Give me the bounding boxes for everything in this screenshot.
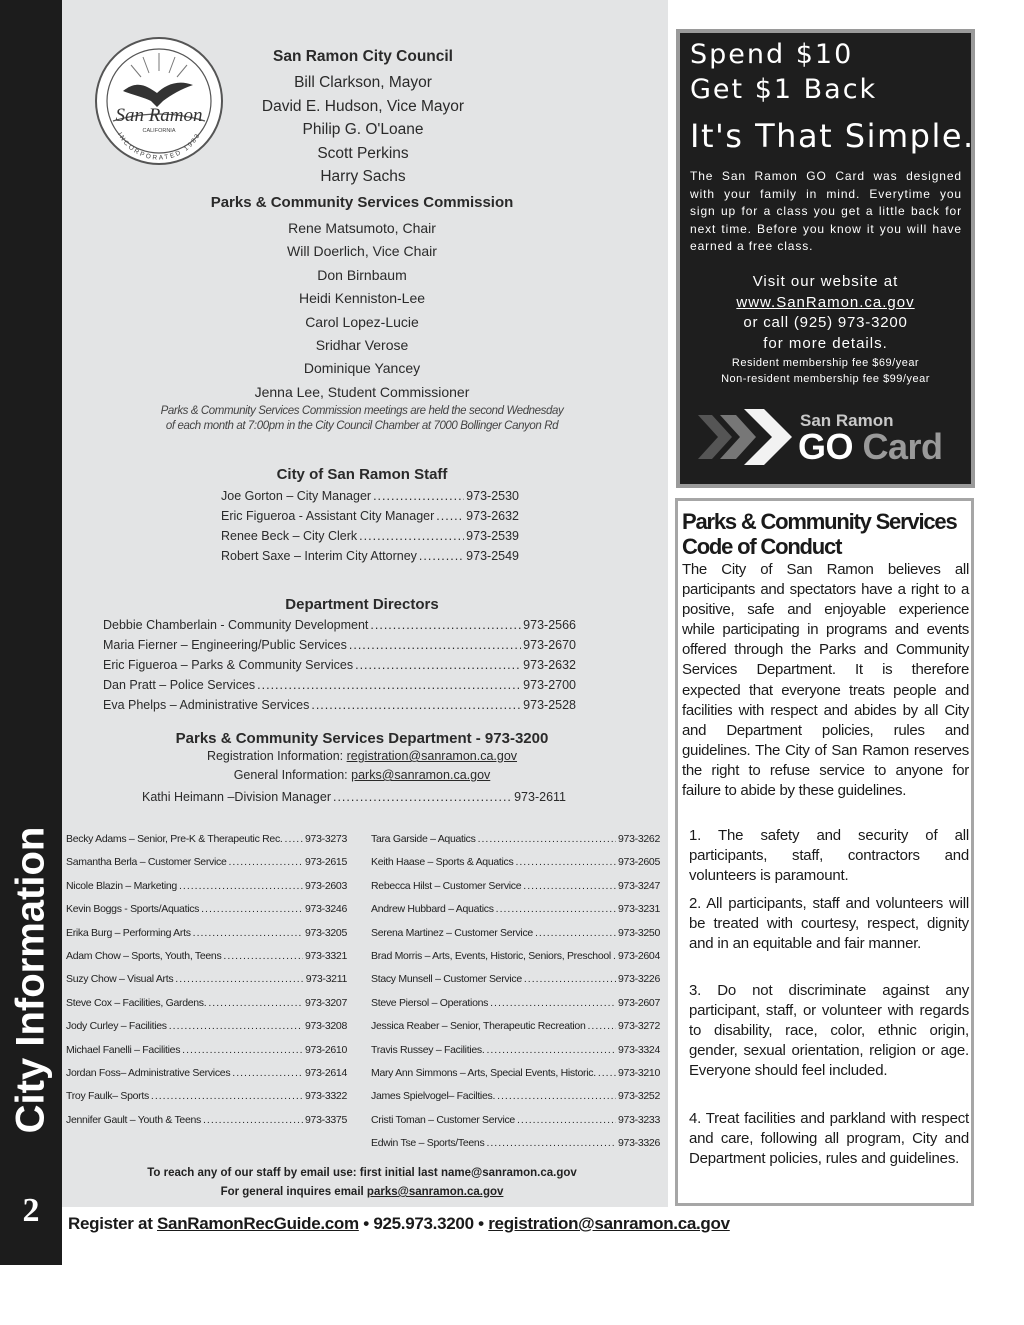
staff-row: [371, 950, 660, 962]
staff-row: [371, 927, 660, 939]
staff-name: Steve Cox – Facilities, Gardens.: [66, 996, 207, 1009]
staff-name: Jessica Reaber – Senior, Therapeutic Recreation: [371, 1020, 586, 1033]
registration-email-link[interactable]: registration@sanramon.ca.gov: [488, 1214, 730, 1233]
staff-name: Andrew Hubbard – Aquatics: [371, 903, 494, 916]
director-name: Eva Phelps – Administrative Services: [103, 698, 310, 712]
staff-phone: 973-2605: [618, 856, 660, 869]
svg-text:CALIFORNIA: CALIFORNIA: [142, 128, 176, 134]
council-member: Scott Perkins: [317, 144, 409, 162]
staff-row: [371, 856, 660, 868]
council-title: San Ramon City Council: [273, 48, 453, 65]
staff-phone: 973-2603: [305, 879, 347, 892]
staff-phone: 973-3375: [305, 1113, 347, 1126]
staff-row: [371, 1020, 660, 1032]
staff-row: [371, 1067, 660, 1079]
director-row: [103, 618, 576, 632]
staff-name: Robert Saxe – Interim City Attorney: [221, 549, 417, 563]
council-member: Bill Clarkson, Mayor: [294, 74, 432, 91]
commission-member: Rene Matsumoto, Chair: [288, 220, 436, 236]
staff-name: Joe Gorton – City Manager: [221, 489, 372, 503]
staff-row: [221, 509, 519, 523]
svg-text:San Ramon: San Ramon: [115, 105, 203, 126]
go-card-logo: [798, 426, 943, 468]
section-title-vertical: City Information: [8, 826, 53, 1134]
staff-phone: 973-3324: [618, 1043, 660, 1056]
staff-name: Travis Russey – Facilities.: [371, 1043, 485, 1056]
note-line: of each month at 7:00pm in the City Council Chamber at 7000 Bollinger Canyon Rd: [165, 420, 559, 432]
staff-row: [66, 1090, 347, 1102]
staff-phone: 973-3233: [618, 1113, 660, 1126]
leader-dots: [208, 997, 303, 1009]
staff-name: Steve Piersol – Operations: [371, 996, 489, 1009]
leader-dots: [223, 950, 303, 962]
leader-dots: [515, 856, 616, 868]
resident-fee: Resident membership fee $69/year: [731, 357, 920, 369]
leader-dots: [517, 1114, 616, 1126]
director-row: [103, 678, 576, 692]
logo-card: Card: [853, 426, 943, 467]
director-phone: 973-2566: [523, 618, 576, 632]
staff-phone: 973-3231: [618, 903, 660, 916]
commission-member: Will Doerlich, Vice Chair: [287, 243, 437, 260]
staff-phone: 973-3226: [618, 973, 660, 986]
staff-row: [371, 903, 660, 915]
commission-member: Heidi Kenniston-Lee: [298, 290, 426, 307]
staff-name: Nicole Blazin – Marketing: [66, 879, 177, 892]
nonresident-fee: Non-resident membership fee $99/year: [721, 373, 930, 385]
staff-row: [371, 833, 660, 845]
staff-row: [66, 927, 347, 939]
ad-headline: It's That Simple.: [690, 117, 975, 155]
director-row: [103, 638, 576, 652]
bullet-separator: •: [473, 1214, 489, 1233]
staff-phone: 973-2632: [466, 509, 519, 523]
staff-phone: 973-3210: [618, 1067, 660, 1079]
staff-row: [371, 1137, 660, 1149]
conduct-rule: 3. Do not discriminate against any participant, staff, or volunteer with regards to disability, race, color, ethnic origin, gender, sexual orientation, religion or age. Everyone should feel included.: [689, 982, 969, 1080]
staff-phone: 973-3246: [305, 903, 347, 916]
logo-go: GO: [798, 426, 854, 467]
staff-name: Kevin Boggs - Sports/Aquatics: [66, 903, 200, 916]
commission-title: Parks & Community Services Commission: [210, 194, 514, 211]
staff-name: Edwin Tse – Sports/Teens: [371, 1137, 485, 1150]
staff-name: Jody Curley – Facilities: [66, 1020, 167, 1033]
leader-dots: [193, 927, 303, 939]
staff-name: Cristi Toman – Customer Service: [371, 1113, 515, 1126]
leader-dots: [496, 903, 616, 915]
general-inquiry-note: [62, 1186, 662, 1198]
staff-row: [221, 489, 519, 503]
staff-row: [371, 997, 660, 1009]
staff-name: Jordan Foss– Administrative Services: [66, 1067, 231, 1079]
label: General Information:: [233, 768, 352, 782]
staff-phone: 973-2607: [618, 996, 660, 1009]
ad-phone: or call (925) 973-3200: [743, 314, 908, 331]
staff-phone: 973-3322: [305, 1090, 347, 1103]
leader-dots: [169, 1020, 303, 1032]
leader-dots: [490, 997, 616, 1009]
bullet-separator: •: [358, 1214, 374, 1233]
leader-dots: [523, 880, 616, 892]
leader-dots: [285, 833, 303, 845]
code-of-conduct-intro: The City of San Ramon believes all participants and spectators have a right to a positive, safe and enjoyable experience while participating in programs and events offered through the Parks and Community Services Department. It is therefore expected that everyone treats people and facilities with respect and abides by all City and Department policies, rules and guidelines. The City of San Ramon reserves the right to refuse service to anyone for failure to abide by these guidelines.: [682, 561, 969, 800]
commission-member: Carol Lopez-Lucie: [305, 313, 419, 330]
staff-name: Stacy Munsell – Customer Service: [371, 973, 522, 986]
staff-phone: 973-3205: [305, 926, 347, 939]
staff-name: Jennifer Gault – Youth & Teens: [66, 1113, 201, 1126]
go-card-ad: [676, 29, 975, 488]
staff-name: James Spielvogel– Facilties.: [371, 1090, 496, 1103]
conduct-rule: 2. All participants, staff and volunteers will be treated with courtesy, respect, dignity and in an equitable and fair manner.: [689, 895, 969, 953]
manager-name: Kathi Heimann –Division Manager: [142, 790, 331, 804]
go-card-logo-top: San Ramon: [800, 411, 894, 430]
staff-row: [221, 549, 519, 563]
label: Registration Information:: [206, 749, 347, 763]
staff-phone: 973-3207: [305, 996, 347, 1009]
commission-meeting-note: [62, 404, 662, 434]
leader-dots: [497, 1090, 616, 1102]
manager-phone: 973-2611: [514, 790, 566, 804]
city-staff-title: City of San Ramon Staff: [276, 466, 448, 483]
leader-dots: [535, 927, 616, 939]
staff-phone: 973-2614: [305, 1067, 347, 1079]
director-phone: 973-2528: [523, 698, 576, 712]
staff-row: [66, 950, 347, 962]
staff-name: Serena Martinez – Customer Service: [371, 926, 533, 939]
staff-phone: 973-2610: [305, 1043, 347, 1056]
leader-dots: [588, 1020, 617, 1032]
leader-dots: [486, 1044, 616, 1056]
staff-phone: 973-3208: [305, 1020, 347, 1033]
staff-phone: 973-3262: [618, 833, 660, 845]
staff-row: [66, 1044, 347, 1056]
leader-dots: [182, 1044, 303, 1056]
city-seal-logo: [93, 35, 225, 167]
ad-description: The San Ramon GO Card was designed with your family in mind. Everytime you sign up for a class you get a little back for next time. Before you know it you will have earned a free class.: [690, 169, 962, 254]
staff-row: [66, 1020, 347, 1032]
note-line: Parks & Community Services Commission meetings are held the second Wednesday: [160, 405, 564, 417]
staff-phone: 973-3321: [305, 950, 347, 962]
registration-info: [62, 749, 662, 763]
rec-guide-link[interactable]: SanRamonRecGuide.com: [157, 1214, 359, 1233]
council-member: Harry Sachs: [320, 168, 406, 185]
registration-email-link[interactable]: registration@sanramon.ca.gov: [346, 749, 518, 763]
director-row: [103, 698, 576, 712]
parks-email-link[interactable]: parks@sanramon.ca.gov: [351, 768, 491, 782]
code-of-conduct-box: [675, 498, 974, 1206]
staff-phone: 973-3326: [618, 1137, 660, 1150]
staff-name: Brad Morris – Arts, Events, Historic, Seniors, Preschool: [371, 950, 611, 962]
director-name: Eric Figueroa – Parks & Community Services: [103, 658, 354, 672]
email-format-note: To reach any of our staff by email use: first initial last name@sanramon.ca.gov: [147, 1167, 577, 1179]
staff-row: [371, 1114, 660, 1126]
manager-row: [142, 790, 566, 804]
conduct-rule: 1. The safety and security of all participants, staff, contractors and volunteers is paramount.: [689, 827, 969, 885]
staff-phone: 973-3272: [618, 1020, 660, 1033]
director-row: [103, 658, 576, 672]
council-member: Philip G. O'Loane: [302, 121, 424, 138]
page-number: 2: [22, 1192, 40, 1229]
ad-headline: Spend $10: [690, 39, 854, 70]
director-phone: 973-2670: [523, 638, 576, 652]
leader-dots: [179, 880, 303, 892]
leader-dots: [229, 856, 304, 868]
commission-members: [62, 217, 662, 404]
commission-member: Jenna Lee, Student Commissioner: [254, 383, 470, 400]
director-name: Maria Fierner – Engineering/Public Services: [103, 638, 347, 652]
director-name: Debbie Chamberlain - Community Development: [103, 618, 369, 632]
leader-dots: [613, 950, 616, 962]
ad-visit-text: Visit our website at: [752, 273, 899, 290]
staff-phone: 973-2615: [305, 856, 347, 869]
commission-member: Sridhar Verose: [315, 337, 409, 354]
staff-name: Tara Garside – Aquatics: [371, 833, 476, 845]
leader-dots: [478, 833, 616, 845]
staff-name: Mary Ann Simmons – Arts, Special Events, Historic.: [371, 1067, 596, 1079]
staff-phone: 973-2539: [466, 529, 519, 543]
code-of-conduct-title: Parks & Community Services Code of Conduct: [682, 509, 957, 559]
staff-row: [221, 529, 519, 543]
website-link[interactable]: www.SanRamon.ca.gov: [736, 294, 915, 311]
staff-name: Troy Faulk– Sports: [66, 1090, 149, 1103]
staff-name: Keith Haase – Sports & Aquatics: [371, 856, 514, 869]
staff-row: [66, 1067, 347, 1079]
staff-phone: 973-3250: [618, 926, 660, 939]
staff-phone: 973-2549: [466, 549, 519, 563]
leader-dots: [151, 1090, 303, 1102]
leader-dots: [175, 973, 304, 985]
leader-dots: [201, 903, 303, 915]
leader-dots: [232, 1067, 303, 1079]
staff-phone: 973-3273: [305, 833, 347, 845]
staff-row: [371, 880, 660, 892]
footer-register-bar: [68, 1214, 730, 1234]
svg-text:INCORPORATED 1983: INCORPORATED 1983: [115, 131, 203, 162]
staff-row: [66, 973, 347, 985]
staff-row: [371, 973, 660, 985]
sidebar: [0, 0, 62, 1265]
staff-name: Becky Adams – Senior, Pre-K & Therapeutic Rec.: [66, 833, 283, 845]
director-phone: 973-2700: [523, 678, 576, 692]
staff-row: [371, 1044, 660, 1056]
staff-row: [66, 1114, 347, 1126]
director-name: Dan Pratt – Police Services: [103, 678, 256, 692]
staff-row: [66, 903, 347, 915]
leader-dots: [203, 1114, 303, 1126]
staff-phone: 973-2604: [618, 950, 660, 962]
staff-name: Adam Chow – Sports, Youth, Teens: [66, 950, 222, 962]
conduct-rule: 4. Treat facilities and parkland with respect and care, following all program, City and Department policies, rules and guidelines.: [689, 1110, 969, 1168]
staff-name: Rebecca Hilst – Customer Service: [371, 879, 522, 892]
council-member: David E. Hudson, Vice Mayor: [261, 97, 465, 115]
label: For general inquires email: [220, 1186, 367, 1198]
general-info: [62, 768, 662, 782]
parks-email-link[interactable]: parks@sanramon.ca.gov: [366, 1186, 504, 1198]
staff-row: [66, 833, 347, 845]
footer-prefix: Register at: [68, 1214, 157, 1233]
staff-row: [371, 1090, 660, 1102]
pcs-dept-title: Parks & Community Services Department - 973-3200: [175, 730, 549, 747]
staff-phone: 973-2530: [466, 489, 519, 503]
director-phone: 973-2632: [523, 658, 576, 672]
staff-name: Erika Burg – Performing Arts: [66, 926, 191, 939]
footer-phone: 925.973.3200: [373, 1214, 474, 1233]
staff-phone: 973-3252: [618, 1090, 660, 1103]
commission-member: Don Birnbaum: [317, 266, 407, 283]
staff-name: Suzy Chow – Visual Arts: [66, 973, 174, 986]
directors-title: Department Directors: [285, 596, 439, 613]
leader-dots: [598, 1067, 616, 1079]
staff-phone: 973-3247: [618, 879, 660, 892]
staff-name: Eric Figueroa - Assistant City Manager: [221, 509, 435, 523]
staff-phone: 973-3211: [305, 973, 347, 986]
staff-row: [66, 856, 347, 868]
leader-dots: [486, 1137, 616, 1149]
staff-row: [66, 880, 347, 892]
staff-row: [66, 997, 347, 1009]
staff-name: Samantha Berla – Customer Service: [66, 856, 227, 869]
staff-name: Renee Beck – City Clerk: [221, 529, 358, 543]
commission-member: Dominique Yancey: [303, 360, 421, 377]
staff-name: Michael Fanelli – Facilities: [66, 1043, 181, 1056]
ad-headline: Get $1 Back: [690, 74, 878, 105]
leader-dots: [524, 973, 616, 985]
ad-more-text: for more details.: [763, 335, 888, 352]
